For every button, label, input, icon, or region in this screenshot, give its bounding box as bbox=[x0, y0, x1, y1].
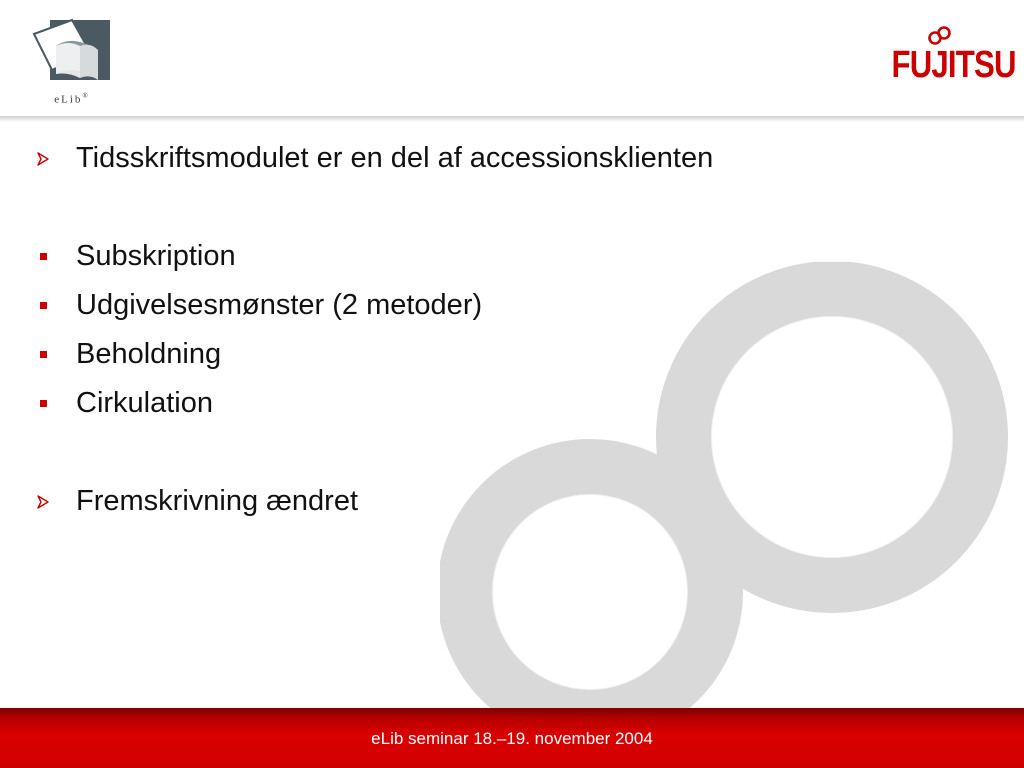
elib-logo-text: eLib® bbox=[54, 92, 90, 106]
square-bullet-icon bbox=[36, 400, 76, 407]
list-item bbox=[36, 338, 221, 371]
square-bullet-icon bbox=[36, 253, 76, 260]
header-divider bbox=[0, 116, 1024, 122]
fujitsu-logo bbox=[880, 26, 1016, 92]
square-bullet-icon bbox=[36, 302, 76, 309]
list-item bbox=[36, 485, 358, 518]
list-item-text: Fremskrivning ændret bbox=[76, 485, 359, 517]
book-icon bbox=[32, 16, 112, 84]
list-item bbox=[36, 289, 482, 322]
footer-text: eLib seminar 18.–19. november 2004 bbox=[371, 729, 653, 748]
list-item bbox=[36, 142, 713, 175]
list-item-text: Udgivelsesmønster (2 metoder) bbox=[76, 289, 483, 321]
footer-bar bbox=[0, 708, 1024, 768]
list-item-text: Tidsskriftsmodulet er en del af accessionsklienten bbox=[76, 142, 714, 174]
arrow-bullet-icon bbox=[36, 152, 76, 166]
square-bullet-icon bbox=[36, 351, 76, 358]
fujitsu-wordmark: FUJITSU bbox=[891, 44, 1016, 86]
list-item-text: Beholdning bbox=[76, 338, 222, 370]
arrow-bullet-icon bbox=[36, 495, 76, 509]
fujitsu-infinity-icon bbox=[924, 26, 954, 46]
background-infinity-graphic bbox=[440, 262, 1024, 708]
list-item bbox=[36, 387, 213, 420]
list-item bbox=[36, 240, 236, 273]
list-item-text: Cirkulation bbox=[76, 387, 213, 419]
list-item-text: Subskription bbox=[76, 240, 236, 272]
elib-logo bbox=[30, 14, 114, 104]
header bbox=[0, 0, 1024, 116]
